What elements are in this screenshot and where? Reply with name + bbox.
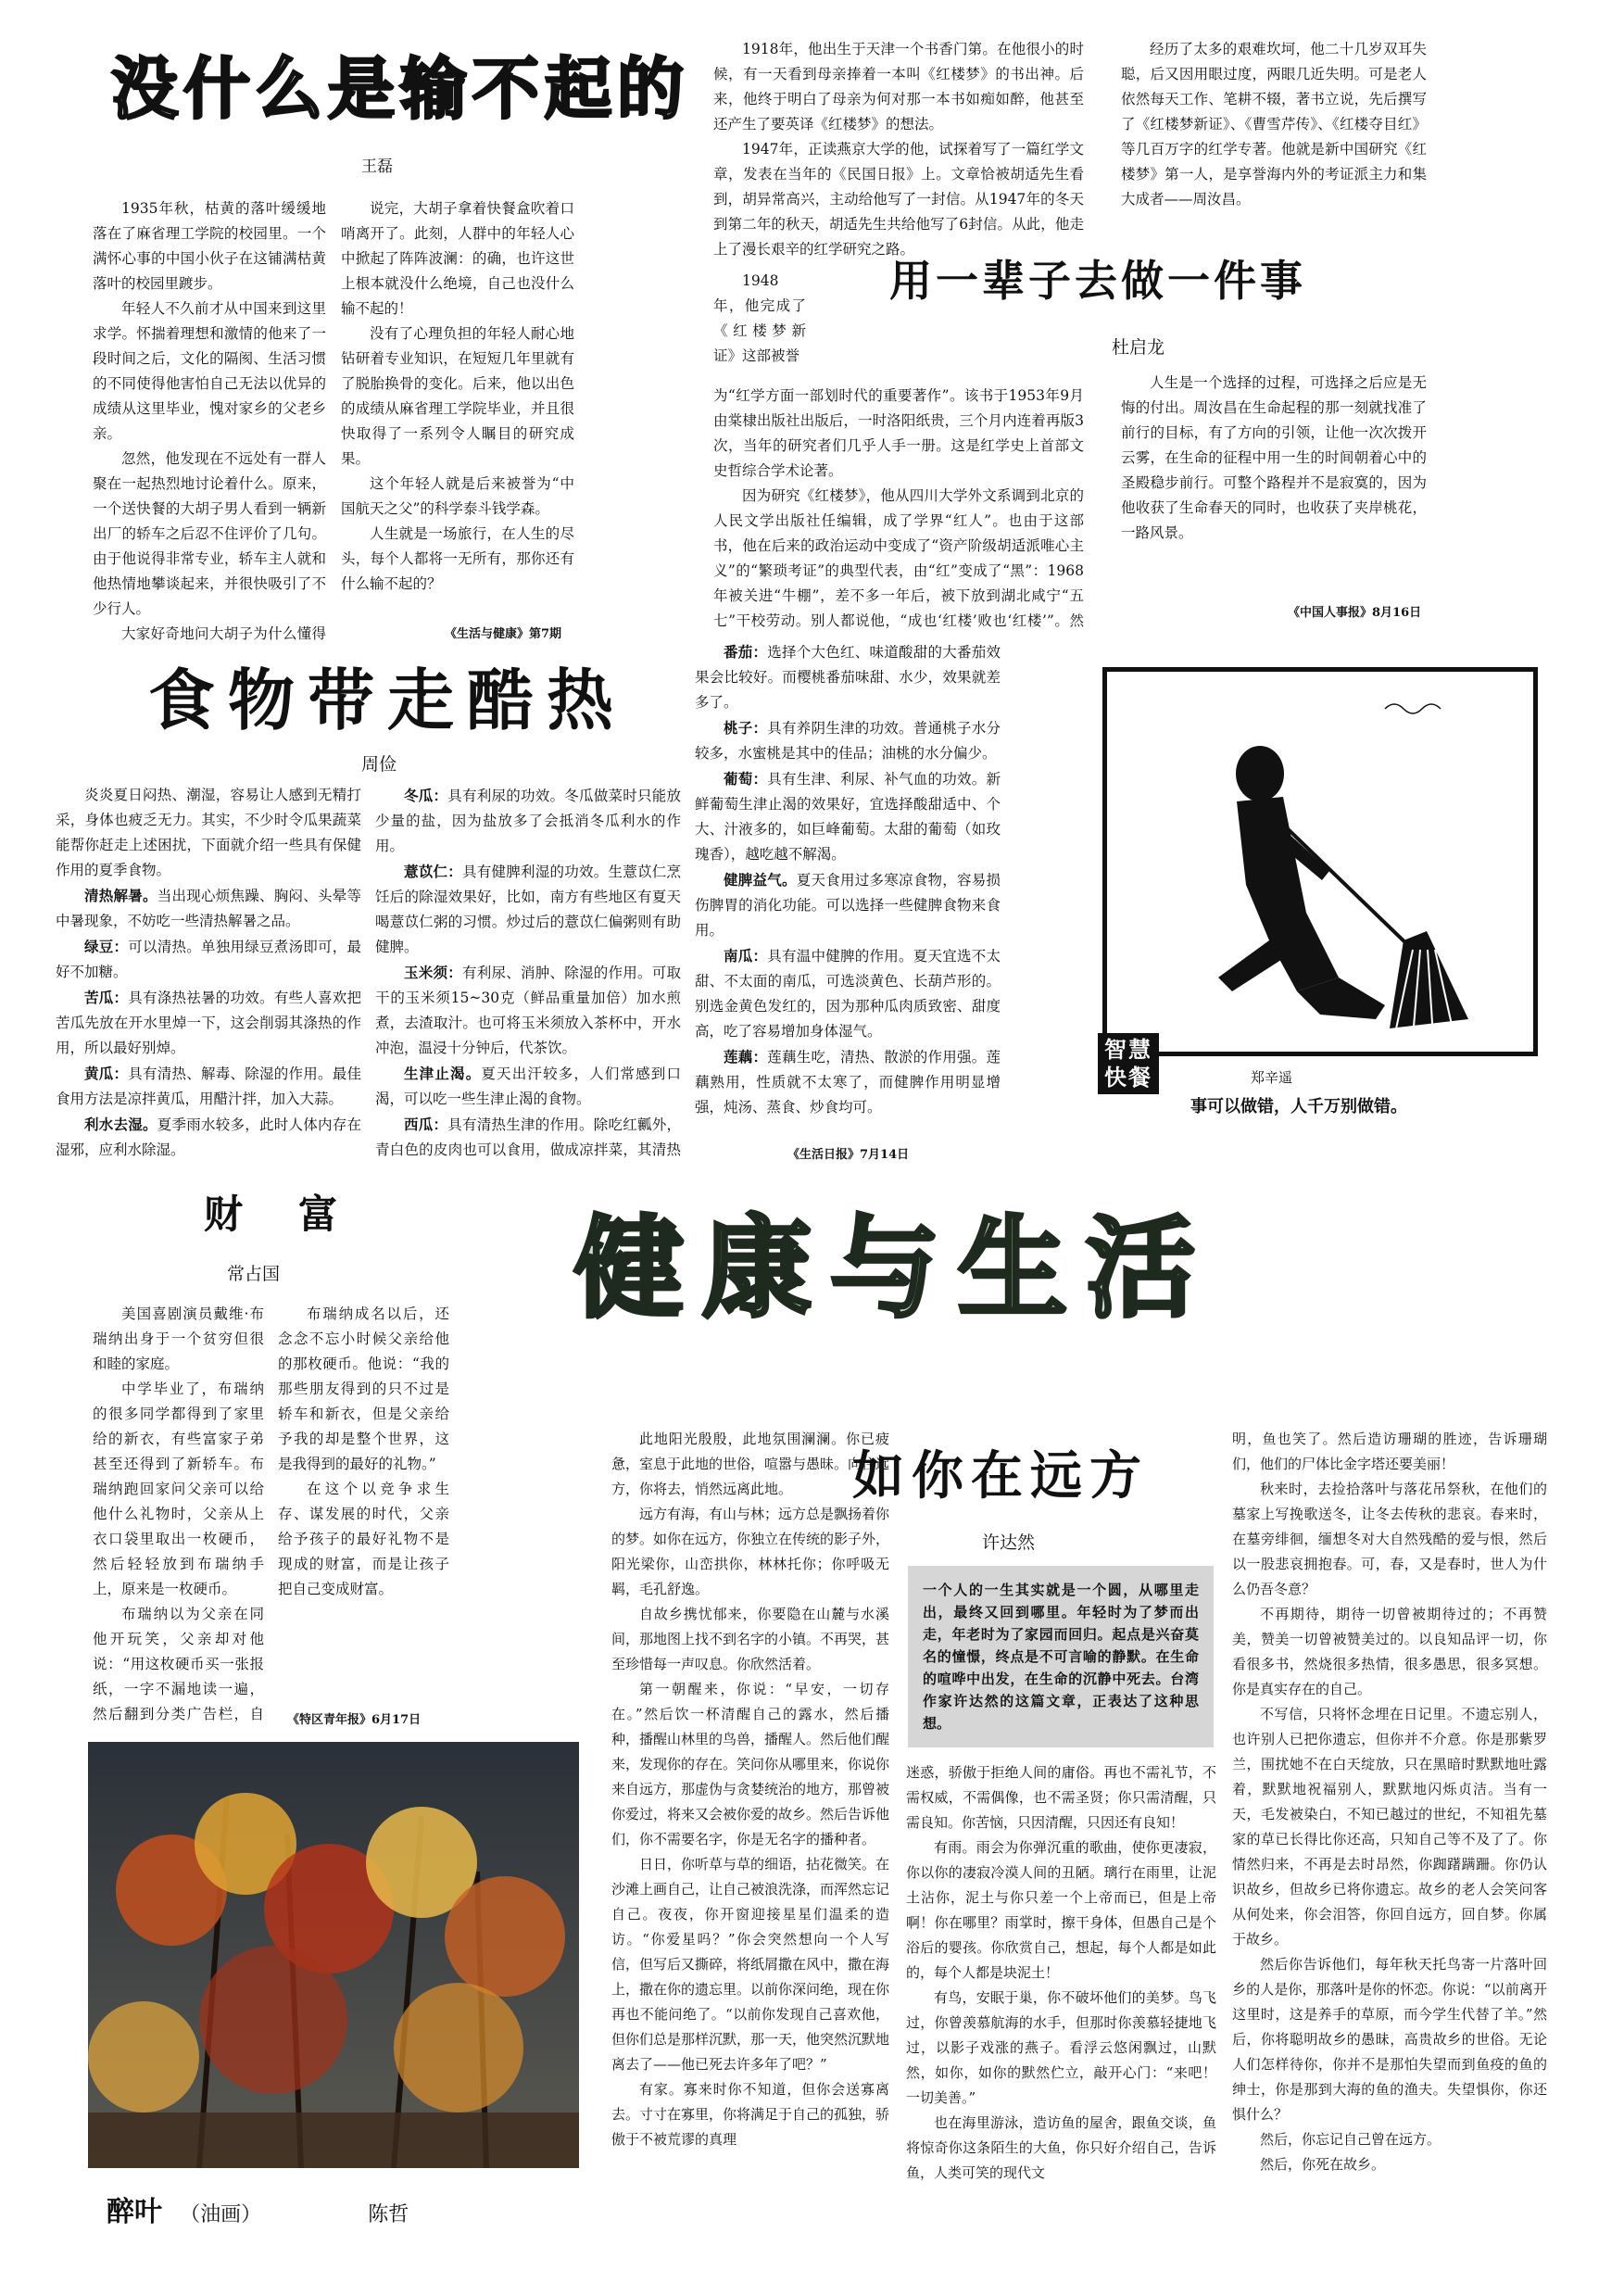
headline-wealth bbox=[204, 1192, 394, 1237]
paragraph-lead: 莲藕： bbox=[724, 1048, 768, 1066]
paragraph-text: 具有温中健脾的作用。夏天宜选不太甜、不太面的南瓜，可选淡黄色、长葫芦形的。别选金黄色发红的，因为那种瓜肉质致密、甜度高，吃了容易增加身体湿气。 bbox=[695, 948, 1001, 1040]
paragraph: 自故乡携忧郁来，你要隐在山麓与水溪间，那地图上找不到名字的小镇。不再哭，甚至珍惜每一声叹息。你欣然活着。 bbox=[611, 1606, 889, 1672]
source-food-heat bbox=[787, 1144, 909, 1162]
paragraph bbox=[375, 960, 681, 1061]
article-no-loss-col1 bbox=[93, 196, 326, 641]
painting-artist: 陈哲 bbox=[368, 2203, 409, 2226]
paragraph bbox=[695, 715, 1001, 766]
paragraph: 有家。寡来时你不知道，但你会送寡离去。寸寸在寡里，你将满足于自己的孤独，骄傲于不被荒谬的真理 bbox=[611, 2081, 889, 2148]
paragraph: 1947年，正读燕京大学的他，试探着写了一篇红学文章，发表在当年的《民国日报》上。文章恰被胡适先生看到，胡异常高兴，主动给他写了一封信。从1947年的冬天到第二年的秋天，胡适先生共给他写了6封信。从此，他走上了漫长艰辛的红学研究之路。 bbox=[713, 141, 1084, 258]
paragraph: 在这个以竞争求生存、谋发展的时代，父亲给予孩子的最好礼物不是现成的财富，而是让孩子把自己变成财富。 bbox=[278, 1481, 449, 1597]
paragraph bbox=[56, 883, 361, 934]
paragraph-lead: 利水去湿。 bbox=[84, 1116, 157, 1133]
paragraph-text: 具有养阴生津的功效。普通桃子水分较多，水蜜桃是其中的佳品；油桃的水分偏少。 bbox=[695, 720, 1001, 762]
section-title: 健康与生活 bbox=[574, 1204, 1215, 1332]
intro-box bbox=[908, 1566, 1214, 1747]
wisdom-badge-label: 智慧快餐 bbox=[1104, 1037, 1152, 1091]
article-wealth bbox=[93, 1192, 454, 1733]
byline-wealth: 常占国 bbox=[227, 1264, 281, 1284]
article-far-away bbox=[611, 1427, 1547, 2242]
painting-caption bbox=[107, 2188, 409, 2229]
painting-medium: （油画） bbox=[180, 2203, 262, 2226]
article-lifetime bbox=[713, 37, 1529, 639]
article-food-col2 bbox=[375, 783, 681, 1158]
byline-no-loss: 王磊 bbox=[361, 158, 393, 176]
paragraph-lead: 玉米须： bbox=[404, 964, 462, 981]
paragraph-lead: 苦瓜： bbox=[84, 989, 129, 1006]
paragraph-text: 当出现心烦焦躁、胸闷、头晕等中暑现象，不妨吃一些清热解暑之品。 bbox=[56, 888, 361, 929]
painting-image bbox=[88, 1742, 579, 2168]
paragraph-lead: 生津止渴。 bbox=[404, 1065, 482, 1082]
paragraph-lead: 桃子： bbox=[724, 719, 768, 737]
paragraph: 然后，你死在故乡。 bbox=[1260, 2156, 1386, 2173]
paragraph: 1935年秋，枯黄的落叶缓缓地落在了麻省理工学院的校园里。一个满怀心事的中国小伙子在这铺满枯黄落叶的校园里踱步。 bbox=[93, 200, 326, 292]
paragraph: 这个年轻人就是后来被誉为“中国航天之父”的科学泰斗钱学森。 bbox=[341, 475, 574, 517]
headline-wealth-text: 财富 bbox=[204, 1192, 394, 1237]
painting-block bbox=[88, 1742, 607, 2233]
article-no-loss bbox=[93, 37, 690, 641]
paragraph-text: 可以清热。单独用绿豆煮汤即可，最好不加糖。 bbox=[56, 939, 361, 980]
paragraph bbox=[375, 1061, 681, 1112]
paragraph: 经历了太多的艰难坎坷，他二十几岁双耳失聪，后又因用眼过度，两眼几近失明。可是老人依然每天工作、笔耕不辍，著书立说，先后撰写了《红楼梦新证》、《曹雪芹传》、《红楼夺目红》等几百万字的红学专著。他就是新中国研究《红楼梦》第一人，是享誉海内外的考证派主力和集大成者——周汝昌。 bbox=[1121, 41, 1427, 208]
headline-food-heat: 食物带走酷热 bbox=[148, 662, 627, 739]
article-wealth-col2 bbox=[278, 1302, 449, 1709]
paragraph: 美国喜剧演员戴维·布瑞纳出身于一个贫穷但很和睦的家庭。 bbox=[93, 1305, 264, 1372]
article-food-heat bbox=[56, 643, 1075, 1167]
paragraph: 说完，大胡子拿着快餐盒吹着口哨离开了。此刻，人群中的年轻人心中掀起了阵阵波澜：的确，也许这世上根本就没什么绝境，自己也没什么输不起的！ bbox=[341, 200, 574, 317]
paragraph: 1948年，他完成了《红楼梦新证》这部被誉 bbox=[713, 272, 806, 364]
paragraph-text: 有利尿、消肿、除湿的作用。可取干的玉米须15~30克（鲜品重量加倍）加水煎煮，去渣取汁。也可将玉米须放入茶杯中，开水冲泡，温浸十分钟后，代茶饮。 bbox=[375, 965, 681, 1056]
paragraph: 不写信，只将怀念埋在日记里。不遗忘别人，也许别人已把你遗忘，但你并不介意。你是那紫罗兰，围扰她不在白天绽放，只在黑暗时默默地吐露着，默默地祝福别人，默默地闪烁贞洁。当有一天，毛发被染白，不知已越过的世纪，不知祖先墓家的草已长得比你还高，只知自己等不及了了。你情然归来，不再是去时昂然，你踟躇蹒跚。你仍认识故乡，但故乡已将你遗忘。故乡的老人会笑问客从何处来，你会泪答，你回自远方，回自梦。你属于故乡。 bbox=[1232, 1706, 1547, 1948]
article-food-col1 bbox=[56, 783, 361, 1158]
paragraph: 也在海里游泳，造访鱼的屋舍，跟鱼交谈，鱼将惊奇你这条陌生的大鱼，你只好介绍自己，告诉鱼，人类可笑的现代文 bbox=[906, 2114, 1216, 2181]
paragraph: 有鸟，安眠于巢，你不破坏他们的美梦。鸟飞过，你曾羡慕航海的水手，但那时你羡慕轻捷地飞过，以影子戏涨的燕子。看浮云悠闲飘过，山默然，如你，如你的默然伫立，敲开心门：“来吧！一切美善。” bbox=[906, 1989, 1216, 2106]
paragraph: 布瑞纳以为父亲在同他开玩笑，父亲却对他说：“用这枚硬币买一张报纸，一字不漏地读一遍，然后翻到分类广告栏，自 bbox=[93, 1606, 264, 1722]
paragraph-lead: 健脾益气。 bbox=[724, 871, 797, 889]
paragraph: 布瑞纳成名以后，还念念不忘小时候父亲给他的那枚硬币。他说：“我的那些朋友得到的只不过是轿车和新衣，但是父亲给予我的却是整个世界，这是我得到的最好的礼物。” bbox=[278, 1305, 449, 1472]
paragraph bbox=[695, 766, 1001, 867]
paragraph: 不再期待，期待一切曾被期待过的；不再赞美，赞美一切曾被赞美过的。以良知品评一切，你看很多书，然烧很多热情，很多愚思，很多冥想。你是真实存在的自己。 bbox=[1232, 1606, 1547, 1697]
paragraph-lead: 南瓜： bbox=[724, 947, 768, 965]
paragraph-text: 具有健脾利湿的功效。生薏苡仁烹饪后的除湿效果好，比如，南方有些地区有夏天喝薏苡仁粥的习惯。炒过后的薏苡仁偏粥则有助健脾。 bbox=[375, 864, 681, 955]
paragraph: 人生是一个选择的过程，可选择之后应是无悔的付出。周汝昌在生命起程的那一刻就找准了前行的目标，有了方向的引领，让他一次次拨开云雾，在生命的征程中用一生的时间朝着心中的圣殿稳步前行。可整个路程并不是寂寞的，因为他收获了生命春天的同时，也收获了夹岸桃花，一路风景。 bbox=[1121, 374, 1427, 541]
paragraph: 年轻人不久前才从中国来到这里求学。怀揣着理想和激情的他来了一段时间之后，文化的隔阂、生活习惯的不同使得他害怕自己无法以优异的成绩从这里毕业，愧对家乡的父老乡亲。 bbox=[93, 300, 326, 442]
paragraph-text: 具有生津、利尿、补气血的功效。新鲜葡萄生津止渴的效果好，宜选择酸甜适中、个大、汁液多的，如巨峰葡萄。太甜的葡萄（如玫瑰香），越吃越不解渴。 bbox=[695, 771, 1001, 863]
article-far-col3 bbox=[1232, 1427, 1547, 2233]
paragraph: 忽然，他发现在不远处有一群人聚在一起热烈地讨论着什么。原来，一个送快餐的大胡子男人看到一辆新出厂的轿车之后忍不住评价了几句。由于他说得非常专业，轿车主人就和他热情地攀谈起来，并很快吸引了不少行人。 bbox=[93, 450, 326, 617]
source-no-loss bbox=[445, 624, 561, 641]
paragraph: 第一朝醒来，你说：“早安，一切存在。”然后饮一杯清醒自己的露水，然后播种，播醒山林里的鸟兽，播醒人。然后他们醒来，发现你的存在。笑问你从哪里来，你说你来自远方，那虚伪与贪婪统治的地方，那曾被你爱过，将来又会被你爱的故乡。然后告诉他们，你不需要名字，你是无名字的播种者。 bbox=[611, 1681, 889, 1848]
paragraph-text: 炎炎夏日闷热、潮湿，容易让人感到无精打采，身体也疲乏无力。其实，不少时令瓜果蔬菜能帮你赶走上述困扰，下面就介绍一些具有保健作用的夏季食物。 bbox=[56, 787, 361, 878]
intro-text: 一个人的一生其实就是一个圆，从哪里走出，最终又回到哪里。年轻时为了梦而出走，年老时为了家园而回归。起点是兴奋莫名的憧憬，终点是不可言喻的静默。在生命的喧哗中出发，在生命的沉静中死去。台湾作家许达然的这篇文章，正表达了这种思想。 bbox=[923, 1582, 1199, 1732]
paragraph: 远方有海，有山与林；远方总是飘扬着你的梦。如你在远方，你独立在传统的影子外，阳光梁你，山峦拱你，林林托你；你呼吸无羁，毛孔舒逸。 bbox=[611, 1506, 889, 1597]
figure-head bbox=[1236, 746, 1284, 801]
byline-far-away: 许达然 bbox=[982, 1532, 1036, 1553]
paragraph bbox=[56, 1112, 361, 1158]
paragraph: 大家好奇地问大胡子为什么懂得 bbox=[121, 625, 326, 641]
article-food-col3 bbox=[695, 639, 1001, 1140]
paragraph: 此地阳光殷殷，此地氛围澜澜。你已疲惫，室息于此地的世俗，喧嚣与愚昧。向往远方，你将去，悄然远离此地。 bbox=[611, 1431, 889, 1497]
paragraph-lead: 番茄： bbox=[724, 643, 768, 661]
cartoon-frame bbox=[1102, 667, 1538, 1056]
byline-food-heat: 周俭 bbox=[361, 754, 397, 775]
paragraph-text: 夏季雨水较多，此时人体内存在湿邪，应利水除湿。 bbox=[56, 1116, 361, 1158]
paragraph: 没有了心理负担的年轻人耐心地钻研着专业知识，在短短几年里就有了脱胎换骨的变化。后来，他以出色的成绩从麻省理工学院毕业，并且很快取得了一系列令人瞩目的研究成果。 bbox=[341, 325, 574, 467]
paragraph-lead: 绿豆： bbox=[84, 938, 129, 955]
article-no-loss-col2 bbox=[341, 196, 574, 618]
source-label: 《特区青年报》6月17日 bbox=[287, 1713, 422, 1727]
paragraph-lead: 葡萄： bbox=[724, 770, 768, 788]
source-wealth bbox=[287, 1709, 421, 1727]
paragraph-text: 具有清热生津的作用。除吃红瓤外，青白色的皮肉也可以食用，做成凉拌菜，其清热 bbox=[375, 1116, 681, 1158]
headline-far-away: 如你在远方 bbox=[852, 1445, 1149, 1507]
article-wealth-col1 bbox=[93, 1302, 264, 1728]
paragraph bbox=[375, 783, 681, 859]
article-far-col2 bbox=[906, 1760, 1216, 2233]
paragraph: 秋来时，去捡拾落叶与落花吊祭秋，在他们的墓家上写挽歌送冬，让冬去传秋的悲哀。春来时，在墓旁绯徊，缅想冬对大自然残酷的爱与恨，然后以一股悲哀拥抱春。可，春，又是春时，世人为什么仍吾冬意？ bbox=[1232, 1481, 1547, 1597]
source-label: 《生活日报》7月14日 bbox=[787, 1148, 910, 1162]
headline-lifetime: 用一辈子去做一件事 bbox=[889, 256, 1306, 306]
wisdom-cartoon bbox=[1102, 667, 1547, 1149]
article-lifetime-col1c bbox=[713, 384, 1084, 634]
paragraph-text: 选择个大色红、味道酸甜的大番茄效果会比较好。而樱桃番茄味甜、水少，效果就差多了。 bbox=[695, 644, 1001, 711]
cartoon-caption: 事可以做错，人千万别做错。 bbox=[1190, 1097, 1407, 1116]
article-lifetime-col1b bbox=[713, 269, 806, 380]
paragraph-text: 具有利尿的功效。冬瓜做菜时只能放少量的盐，因为盐放多了会抵消冬瓜利水的作用。 bbox=[375, 788, 681, 854]
paragraph-lead: 薏苡仁： bbox=[404, 863, 462, 880]
paragraph bbox=[56, 934, 361, 985]
paragraph: 日日，你听草与草的细语，拈花微笑。在沙滩上画自己，让自己被浪洗涤，而浑然忘记自己。夜夜，你开窗迎接星星们温柔的造访。“你爱星吗？”你会突然想向一个人写信，但写后又撕碎，将纸屑撒在风中，撒在海上，撒在你的遗忘里。以前你深问绝，现在你再也不能问绝了。“以前你发现自己喜欢他，但你们总是那样沉默，那一天，他突然沉默地离去了——他已死去许多年了吧？” bbox=[611, 1856, 889, 2073]
paragraph: 迷惑，骄傲于拒绝人间的庸俗。再也不需礼节，不需权威，不需偶像，也不需圣贤；你只需清醒，只需良知。你苦恼，只因清醒，只因还有良知！ bbox=[906, 1764, 1216, 1831]
paragraph-lead: 黄瓜： bbox=[84, 1065, 129, 1082]
article-lifetime-col2 bbox=[1121, 37, 1427, 258]
artist-signature bbox=[1385, 704, 1441, 713]
paragraph bbox=[695, 1044, 1001, 1120]
paragraph-text: 具有清热、解毒、除湿的作用。最佳食用方法是凉拌黄瓜，用醋汁拌，加入大蒜。 bbox=[56, 1066, 361, 1107]
paragraph bbox=[56, 783, 361, 883]
paragraph: 明，鱼也笑了。然后造访珊瑚的胜迹，告诉珊瑚们，他们的尸体比金字塔还要美丽！ bbox=[1232, 1431, 1547, 1472]
article-far-col1 bbox=[611, 1427, 889, 2233]
paragraph bbox=[375, 1112, 681, 1158]
paragraph bbox=[695, 943, 1001, 1044]
paragraph-text: 具有涤热祛暑的功效。有些人喜欢把苦瓜先放在开水里焯一下，这会削弱其涤热的作用，所以最好别焯。 bbox=[56, 990, 361, 1056]
paragraph: 1918年，他出生于天津一个书香门第。在他很小的时候，有一天看到母亲捧着一本叫《红楼梦》的书出神。后来，他终于明白了母亲为何对那一本书如痴如醉，他甚至还产生了要英译《红楼梦》的想法。 bbox=[713, 41, 1084, 132]
ground bbox=[88, 2112, 579, 2168]
article-lifetime-col1 bbox=[713, 37, 1084, 269]
paragraph-lead: 冬瓜： bbox=[404, 787, 448, 804]
paragraph: 然后你告诉他们，每年秋天托鸟寄一片落叶回乡的人是你，那落叶是你的怀恋。你说：“以前离开这里时，这是养手的草原，而今学生代替了羊。”然后，你将聪明故乡的愚昧，高贵故乡的世俗。无论人们怎样待你，你并不是那怕失望而到鱼疫的鱼的绅士，你是那到大海的鱼的渔夫。失望惧你，你还惧什么？ bbox=[1232, 1956, 1547, 2123]
paragraph: 中学毕业了，布瑞纳的很多同学都得到了家里给的新衣，有些富家子弟甚至还得到了新轿车。布瑞纳跑回家问父亲可以给他什么礼物时，父亲从上衣口袋里取出一枚硬币，然后轻轻放到布瑞纳手上，原来是一枚硬币。 bbox=[93, 1381, 264, 1597]
paragraph-text: 夏天出汗较多，人们常感到口渴，可以吃一些生津止渴的食物。 bbox=[375, 1066, 681, 1107]
paragraph bbox=[695, 867, 1001, 943]
paragraph bbox=[375, 859, 681, 960]
paragraph: 然后，你忘记自己曾在远方。 bbox=[1260, 2131, 1441, 2148]
byline-lifetime: 杜启龙 bbox=[1112, 337, 1165, 358]
paragraph: 有雨。雨会为你弹沉重的歌曲，使你更凄寂，你以你的凄寂冷漠人间的丑陋。璃行在雨里，让泥土沾你，泥土与你只差一个上帝而已，但是上帝啊！你在哪里？雨掌时，擦干身体，但愚自己是个浴后的婴孩。你欣赏自己，想起，每个人都是如此的，每个人都是块泥土！ bbox=[906, 1839, 1216, 1981]
paragraph bbox=[695, 639, 1001, 715]
painting-title: 醉叶 bbox=[107, 2196, 162, 2228]
cartoon-artist: 郑辛遥 bbox=[1251, 1069, 1293, 1086]
source-lifetime bbox=[1288, 602, 1421, 620]
article-lifetime-col2b bbox=[1121, 371, 1427, 602]
broom-head bbox=[1390, 931, 1468, 1038]
source-label: 《中国人事报》8月16日 bbox=[1288, 606, 1422, 620]
paragraph bbox=[56, 985, 361, 1061]
paragraph: 因为研究《红楼梦》，他从四川大学外文系调到北京的人民文学出版社任编辑，成了学界“红人”。也由于这部书，他在后来的政治运动中变成了“资产阶级胡适派唯心主义”的“繁琐考证”的典型代表，由“红”变成了“黑”：1968年被关进“牛棚”，差不多一年后，被下放到湖北咸宁“五七”干校劳动。别人都说他，“成也‘红楼’败也‘红楼’”。然 bbox=[713, 487, 1084, 629]
paragraph: 人生就是一场旅行，在人生的尽头，每个人都将一无所有，那你还有什么输不起的？ bbox=[341, 525, 574, 592]
headline-no-loss: 没什么是输不起的 bbox=[111, 50, 690, 128]
paragraph-text: 夏天食用过多寒凉食物，容易损伤脾胃的消化功能。可以选择一些健脾食物来食用。 bbox=[695, 872, 1001, 939]
paragraph-lead: 清热解暑。 bbox=[84, 887, 157, 904]
paragraph-lead: 西瓜： bbox=[404, 1116, 448, 1133]
wisdom-badge bbox=[1098, 1033, 1159, 1094]
source-label: 《生活与健康》第7期 bbox=[445, 627, 562, 641]
broom-illustration bbox=[1107, 672, 1533, 1052]
paragraph bbox=[56, 1061, 361, 1112]
paragraph: 为“红学方面一部划时代的重要著作”。该书于1953年9月由棠棣出版社出版后，一时洛阳纸贵，三个月内连着再版3次，当年的研究者们几乎人手一册。这是红学史上首部文史哲综合学术论著。 bbox=[713, 387, 1084, 479]
paragraph-text: 莲藕生吃，清热、散淤的作用强。莲藕熟用，性质就不太寒了，而健脾作用明显增强，炖汤、蒸食、炒食均可。 bbox=[695, 1049, 1001, 1116]
